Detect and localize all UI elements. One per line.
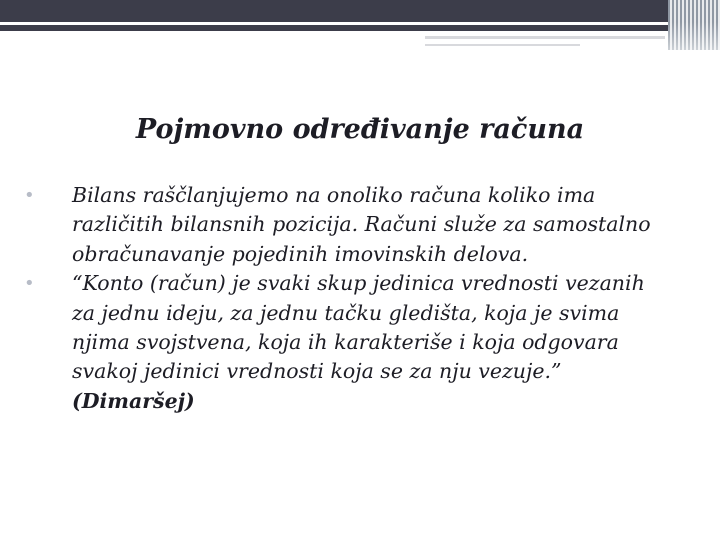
quote-author: (Dimaršej) — [72, 388, 195, 413]
top-banner — [0, 0, 720, 22]
top-banner-stripe — [0, 25, 720, 31]
bullet-text: Bilans raščlanjujemo na onoliko računa koliko ima različitih bilansnih pozicija. Računi služe za samostalno obračunavanje pojedinih imovinskih delova. — [72, 183, 651, 266]
banner-accent-line-short — [425, 44, 580, 46]
bullet-item — [24, 269, 674, 416]
bullet-icon: • — [24, 185, 35, 206]
bullet-item — [24, 181, 674, 269]
bullet-list — [24, 181, 674, 416]
corner-decoration-fade — [668, 22, 720, 50]
bullet-icon: • — [24, 273, 35, 295]
bullet-text: “Konto (račun) je svaki skup jedinica vrednosti vezanih za jednu ideju, za jednu tačku gledišta, koja je svima njima svojstvena, koja ih karakteriše i koja odgovara svakoj jedinici vrednosti koja se za nju vezuje.” — [72, 271, 645, 384]
slide-title: Pojmovno određivanje računa — [135, 114, 585, 145]
banner-accent-line — [425, 36, 665, 39]
